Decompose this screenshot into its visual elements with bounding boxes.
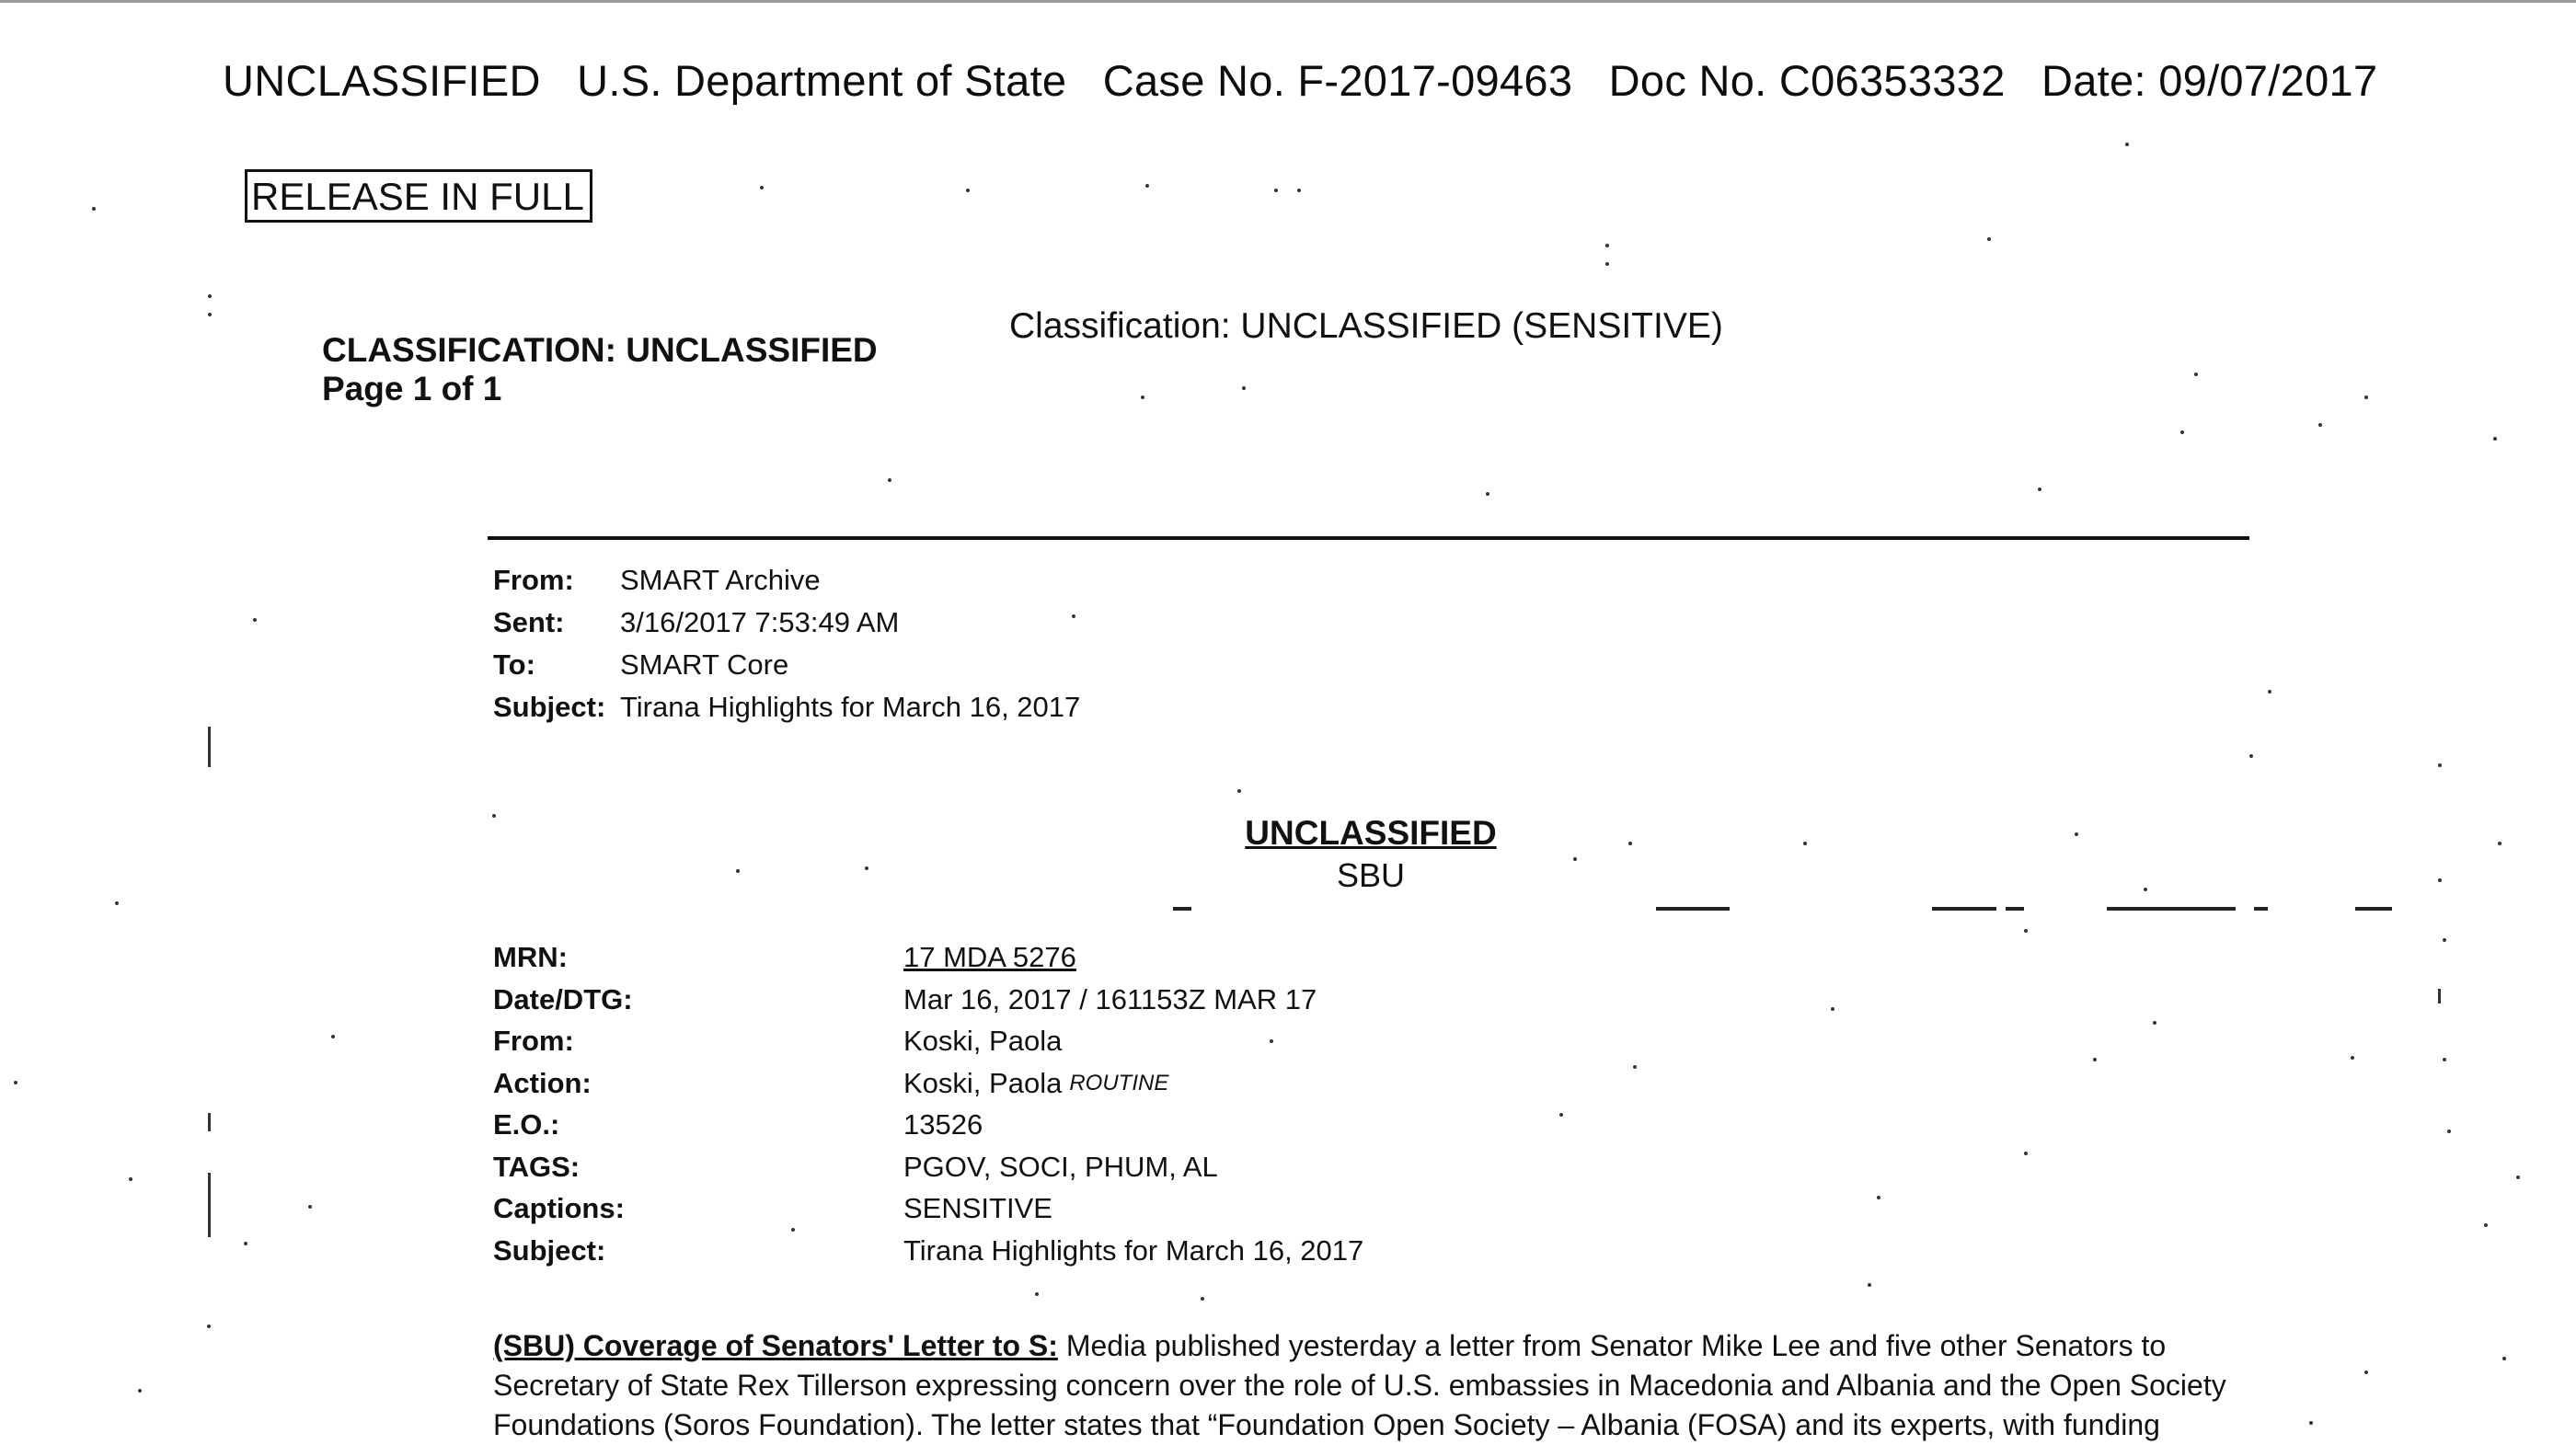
email-sent-value: 3/16/2017 7:53:49 AM [620, 606, 900, 638]
dashed-separator [488, 907, 2254, 912]
email-from-label: From: [493, 564, 574, 596]
header-classification: UNCLASSIFIED [223, 56, 541, 105]
email-from-value: SMART Archive [620, 564, 821, 596]
cable-metadata [493, 936, 1363, 1271]
banner-title: UNCLASSIFIED [1245, 814, 1497, 852]
dtg-row [493, 979, 1363, 1021]
document-header [223, 55, 2401, 106]
banner-subtitle: SBU [1336, 856, 1406, 894]
email-subject-label: Subject: [493, 691, 606, 723]
email-subject-row [493, 686, 1080, 728]
email-to-row [493, 644, 1080, 686]
header-department: U.S. Department of State [577, 56, 1067, 105]
classification-sensitive: Classification: UNCLASSIFIED (SENSITIVE) [1009, 306, 1723, 346]
body-line-2: Secretary of State Rex Tillerson expressing concern over the role of U.S. embassies in Macedonia and Albania and the Open Society [493, 1369, 2226, 1402]
from-row [493, 1020, 1363, 1062]
mrn-value: 17 MDA 5276 [903, 941, 1076, 973]
action-label: Action: [493, 1066, 592, 1099]
mrn-row [493, 936, 1363, 979]
cable-banner [1187, 812, 1555, 897]
captions-row [493, 1187, 1363, 1230]
classification-label: CLASSIFICATION: UNCLASSIFIED [322, 331, 878, 369]
action-flag: ROUTINE [1069, 1070, 1169, 1095]
subject-label: Subject: [493, 1233, 606, 1267]
email-from-row [493, 559, 1080, 602]
email-sent-row [493, 602, 1080, 644]
mrn-label: MRN: [493, 941, 568, 973]
action-value: Koski, Paola [903, 1066, 1063, 1099]
captions-label: Captions: [493, 1192, 625, 1224]
body-paragraph [493, 1326, 2241, 1445]
header-doc-number: Doc No. C06353332 [1608, 56, 2006, 105]
classification-block [322, 331, 878, 408]
email-to-label: To: [493, 648, 535, 681]
email-to-value: SMART Core [620, 648, 789, 681]
tags-row [493, 1146, 1363, 1188]
email-subject-value: Tirana Highlights for March 16, 2017 [620, 691, 1081, 723]
header-case-number: Case No. F-2017-09463 [1102, 56, 1573, 105]
page-top-edge [0, 0, 2576, 3]
eo-label: E.O.: [493, 1108, 560, 1141]
dtg-value: Mar 16, 2017 / 161153Z MAR 17 [903, 982, 1317, 1015]
header-date: Date: 09/07/2017 [2041, 56, 2378, 105]
email-header [493, 559, 1080, 728]
tags-label: TAGS: [493, 1150, 581, 1183]
body-line-3: Foundations (Soros Foundation). The letter states that “Foundation Open Society – Albania (FOSA) and its experts, with funding [493, 1408, 2160, 1441]
from-label: From: [493, 1025, 574, 1057]
subject-value: Tirana Highlights for March 16, 2017 [903, 1233, 1364, 1267]
captions-value: SENSITIVE [903, 1192, 1052, 1224]
email-sent-label: Sent: [493, 606, 565, 638]
release-stamp: RELEASE IN FULL [245, 169, 592, 223]
header-divider [488, 536, 2249, 540]
eo-row [493, 1104, 1363, 1146]
action-row [493, 1062, 1363, 1105]
body-line-1 [493, 1326, 2241, 1366]
page-count: Page 1 of 1 [322, 370, 502, 407]
dtg-label: Date/DTG: [493, 982, 633, 1015]
body-line-1-text: Media published yesterday a letter from Senator Mike Lee and five other Senators to [1065, 1329, 2167, 1362]
from-value: Koski, Paola [903, 1025, 1063, 1057]
tags-value: PGOV, SOCI, PHUM, AL [903, 1150, 1218, 1183]
subject-row [493, 1230, 1363, 1272]
body-lead: (SBU) Coverage of Senators' Letter to S: [493, 1329, 1058, 1362]
eo-value: 13526 [903, 1108, 983, 1141]
